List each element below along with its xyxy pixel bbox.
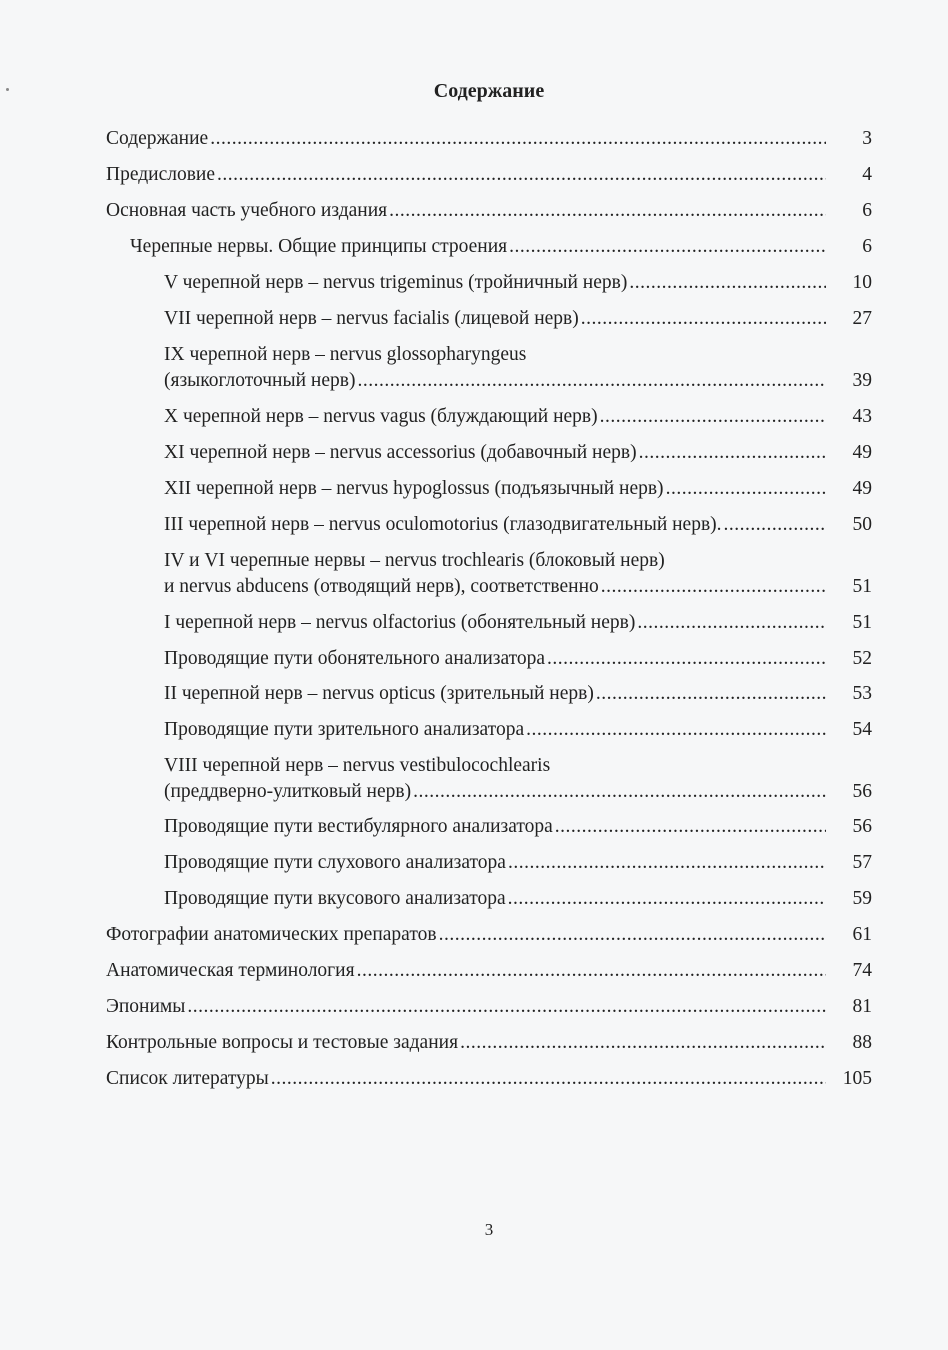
toc-entry-line <box>106 779 872 805</box>
toc-entry-line <box>106 681 872 707</box>
toc-entry[interactable] <box>106 342 872 394</box>
toc-entry-line <box>106 1030 872 1056</box>
dot-leader <box>357 958 826 984</box>
toc-entry-line <box>106 512 872 538</box>
page-number: 3 <box>484 1220 494 1239</box>
toc-entry-line <box>106 717 872 743</box>
dot-leader <box>637 610 826 636</box>
toc-entry-line <box>106 958 872 984</box>
dot-leader <box>439 922 826 948</box>
toc-entry-page-number: 56 <box>852 781 872 802</box>
toc-entry[interactable] <box>106 198 872 224</box>
toc-entry-line <box>106 922 872 948</box>
dot-leader <box>555 814 826 840</box>
toc-entry-page-number: 3 <box>862 128 872 149</box>
toc-entry-title: Фотографии анатомических препаратов <box>106 924 437 945</box>
dot-leader <box>460 1030 826 1056</box>
toc-entry-title: (преддверно-улитковый нерв) <box>164 781 412 802</box>
toc-entry-title: Основная часть учебного издания <box>106 200 388 221</box>
toc-entry-title-line: VIII черепной нерв – nervus vestibulocochlearis <box>164 755 551 776</box>
toc-entry-line <box>106 126 872 152</box>
toc-entry-title: (языкоглоточный нерв) <box>164 370 356 391</box>
toc-entry-page-number: 53 <box>852 683 872 704</box>
toc-entry-title: I черепной нерв – nervus olfactorius (обонятельный нерв) <box>164 612 636 633</box>
toc-entry-title: и nervus abducens (отводящий нерв), соответственно <box>164 576 599 597</box>
dot-leader <box>666 476 826 502</box>
toc-entry-line <box>106 368 872 394</box>
toc-entry-title: V черепной нерв – nervus trigeminus (тройничный нерв) <box>164 272 628 293</box>
toc-entry[interactable] <box>106 126 872 152</box>
toc-entry[interactable] <box>106 234 872 260</box>
toc-entry-page-number: 59 <box>852 888 872 909</box>
toc-entry-title: III черепной нерв – nervus oculomotorius (глазодвигательный нерв). <box>164 514 722 535</box>
toc-entry-title: II черепной нерв – nervus opticus (зрительный нерв) <box>164 683 594 704</box>
dot-leader <box>210 126 826 152</box>
toc-entry[interactable] <box>106 512 872 538</box>
toc-entry-line <box>106 814 872 840</box>
toc-entry-title: Предисловие <box>106 164 216 185</box>
dot-leader <box>413 779 826 805</box>
toc-entry-line <box>106 994 872 1020</box>
toc-entry-page-number: 49 <box>852 442 872 463</box>
dot-leader <box>509 234 826 260</box>
toc-entry[interactable] <box>106 994 872 1020</box>
toc-entry[interactable] <box>106 270 872 296</box>
toc-entry[interactable] <box>106 717 872 743</box>
toc-entry-title: Список литературы <box>106 1068 269 1089</box>
toc-entry-title: Проводящие пути вестибулярного анализатора <box>164 816 553 837</box>
dot-leader <box>526 717 826 743</box>
toc-entry-page-number: 50 <box>852 514 872 535</box>
toc-entry-title: Проводящие пути зрительного анализатора <box>164 719 525 740</box>
dot-leader <box>639 440 826 466</box>
toc-entry[interactable] <box>106 814 872 840</box>
toc-entry-page-number: 105 <box>842 1068 872 1089</box>
toc-entry[interactable] <box>106 306 872 332</box>
dot-leader <box>601 574 826 600</box>
toc-entry-line <box>106 574 872 600</box>
toc-entry-page-number: 49 <box>852 478 872 499</box>
toc-entry[interactable] <box>106 1030 872 1056</box>
toc-entry-page-number: 52 <box>852 648 872 669</box>
dot-leader <box>357 368 826 394</box>
toc-entry[interactable] <box>106 646 872 672</box>
toc-entry[interactable] <box>106 886 872 912</box>
toc-entry-line <box>106 476 872 502</box>
toc-entry-title: Проводящие пути вкусового анализатора <box>164 888 506 909</box>
toc-entry-title: Проводящие пути обонятельного анализатора <box>164 648 546 669</box>
toc-entry-page-number: 10 <box>852 272 872 293</box>
toc-entry-line <box>106 404 872 430</box>
toc-entry-page-number: 43 <box>852 406 872 427</box>
toc-entry-page-number: 57 <box>852 852 872 873</box>
toc-entry-title: XII черепной нерв – nervus hypoglossus (подъязычный нерв) <box>164 478 664 499</box>
toc-entry[interactable] <box>106 1066 872 1092</box>
toc-entry-title: XI черепной нерв – nervus accessorius (добавочный нерв) <box>164 442 637 463</box>
toc-entry-page-number: 6 <box>862 236 872 257</box>
dot-leader <box>600 404 826 430</box>
toc-entry-page-number: 74 <box>852 960 872 981</box>
dot-leader <box>508 850 826 876</box>
dot-leader <box>596 681 826 707</box>
toc-entry-title-line: IV и VI черепные нервы – nervus trochlearis (блоковый нерв) <box>164 550 665 571</box>
toc-entry-title: Контрольные вопросы и тестовые задания <box>106 1032 459 1053</box>
toc-entry-page-number: 81 <box>852 996 872 1017</box>
toc-entry[interactable] <box>106 548 872 600</box>
toc-entry-title: Проводящие пути слухового анализатора <box>164 852 506 873</box>
dot-leader <box>629 270 826 296</box>
toc-entry-page-number: 39 <box>852 370 872 391</box>
toc-entry-title: Черепные нервы. Общие принципы строения <box>130 236 508 257</box>
toc-entry-line <box>106 198 872 224</box>
toc-entry[interactable] <box>106 610 872 636</box>
dot-leader <box>581 306 826 332</box>
toc-entry-line <box>106 850 872 876</box>
toc-entry[interactable] <box>106 922 872 948</box>
toc-entry-title: Анатомическая терминология <box>106 960 355 981</box>
toc-entry[interactable] <box>106 850 872 876</box>
dot-leader <box>508 886 826 912</box>
toc-entry-line <box>106 610 872 636</box>
dot-leader <box>271 1066 826 1092</box>
toc-entry-line <box>106 646 872 672</box>
toc-entry-page-number: 61 <box>852 924 872 945</box>
toc-entry-page-number: 27 <box>852 308 872 329</box>
toc-entry[interactable] <box>106 404 872 430</box>
toc-entry-title: VII черепной нерв – nervus facialis (лицевой нерв) <box>164 308 579 329</box>
toc-entry[interactable] <box>106 440 872 466</box>
toc-entry-page-number: 51 <box>852 576 872 597</box>
toc-entry-title: Содержание <box>106 128 209 149</box>
toc-entry-line <box>106 162 872 188</box>
toc-entry-line <box>106 234 872 260</box>
toc-title: Содержание <box>433 80 545 102</box>
toc-entry-page-number: 54 <box>852 719 872 740</box>
toc-entry-line <box>106 306 872 332</box>
dot-leader <box>389 198 826 224</box>
toc-entry-page-number: 4 <box>862 164 872 185</box>
dot-leader <box>724 512 826 538</box>
toc-entry-page-number: 88 <box>852 1032 872 1053</box>
toc-entry[interactable] <box>106 162 872 188</box>
dot-leader <box>187 994 826 1020</box>
toc-entry-page-number: 56 <box>852 816 872 837</box>
toc-entry-title: X черепной нерв – nervus vagus (блуждающий нерв) <box>164 406 598 427</box>
toc-entry-line <box>106 440 872 466</box>
toc-entry-title: Эпонимы <box>106 996 186 1017</box>
dot-leader <box>217 162 826 188</box>
toc-entry[interactable] <box>106 476 872 502</box>
toc-entry-page-number: 6 <box>862 200 872 221</box>
toc-entry-line <box>106 1066 872 1092</box>
toc-entry-line <box>106 886 872 912</box>
toc-entry-title-line: IX черепной нерв – nervus glossopharyngeus <box>164 344 527 365</box>
toc-entry[interactable] <box>106 753 872 805</box>
toc-entry-line <box>106 270 872 296</box>
toc-entry[interactable] <box>106 958 872 984</box>
toc-entry-page-number: 51 <box>852 612 872 633</box>
dot-leader <box>547 646 826 672</box>
toc-entry[interactable] <box>106 681 872 707</box>
